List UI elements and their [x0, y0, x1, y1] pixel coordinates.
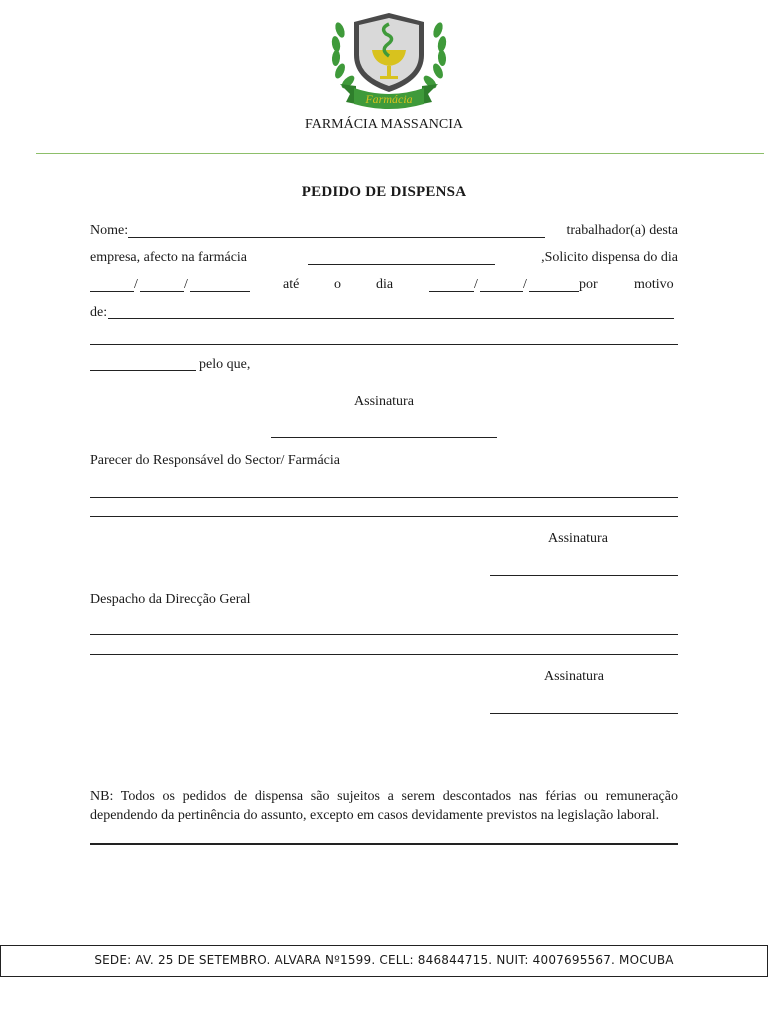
opinion-field-line-1[interactable]	[90, 497, 678, 498]
signature-line[interactable]	[271, 437, 497, 438]
date-separator: /	[474, 277, 478, 292]
company-name: FARMÁCIA MASSANCIA	[304, 117, 464, 132]
date-separator: /	[134, 277, 138, 292]
logo-emblem-icon	[326, 10, 452, 110]
note-underline	[90, 843, 678, 845]
opinion-signature-label: Assinatura	[548, 531, 608, 546]
day-word: dia	[376, 277, 394, 292]
header-divider	[36, 153, 764, 154]
note-text: NB: Todos os pedidos de dispensa são sujeitos a serem descontados nas férias ou remuneração dependendo da pertinência do assunto, excepto em casos devidamente previstos na legislação laboral.	[90, 789, 678, 823]
start-month-field[interactable]	[140, 291, 184, 292]
logo-text: Farmácia	[365, 92, 413, 106]
footer-box	[0, 945, 768, 977]
end-day-field[interactable]	[429, 291, 474, 292]
dispatch-signature-line[interactable]	[490, 713, 678, 714]
motivo-word: motivo	[634, 277, 674, 292]
reason-label: de:	[90, 305, 108, 320]
end-month-field[interactable]	[480, 291, 523, 292]
footer-text: SEDE: AV. 25 DE SETEMBRO. ALVARA Nº1599. CELL: 846844715. NUIT: 4007695567. MOCUBA	[94, 953, 674, 967]
por-word: por	[579, 277, 598, 292]
pharmacy-logo	[326, 10, 452, 110]
start-year-field[interactable]	[190, 291, 250, 292]
date-separator: /	[523, 277, 527, 292]
until-word: até	[283, 277, 300, 292]
signature-label: Assinatura	[354, 394, 414, 409]
dispatch-signature-label: Assinatura	[544, 669, 604, 684]
reason-field[interactable]	[108, 318, 674, 319]
opinion-field-line-2[interactable]	[90, 516, 678, 517]
opinion-label: Parecer do Responsável do Sector/ Farmácia	[90, 453, 340, 468]
request-text: ,Solicito dispensa do dia	[541, 250, 678, 265]
pelo-que-text: pelo que,	[199, 357, 251, 372]
name-label: Nome:	[90, 223, 129, 238]
o-word: o	[334, 277, 341, 292]
employee-text: trabalhador(a) desta	[566, 223, 678, 238]
reason-field-continued[interactable]	[90, 344, 678, 345]
form-title: PEDIDO DE DISPENSA	[301, 184, 467, 200]
opinion-signature-line[interactable]	[490, 575, 678, 576]
company-label: empresa, afecto na farmácia	[90, 250, 248, 265]
start-day-field[interactable]	[90, 291, 134, 292]
dispatch-field-line-1[interactable]	[90, 634, 678, 635]
dispatch-field-line-2[interactable]	[90, 654, 678, 655]
reason-field-end[interactable]	[90, 370, 196, 371]
dispatch-label: Despacho da Direcção Geral	[90, 592, 251, 607]
name-field[interactable]	[128, 237, 545, 238]
pharmacy-field[interactable]	[308, 264, 495, 265]
date-separator: /	[184, 277, 188, 292]
end-year-field[interactable]	[529, 291, 579, 292]
